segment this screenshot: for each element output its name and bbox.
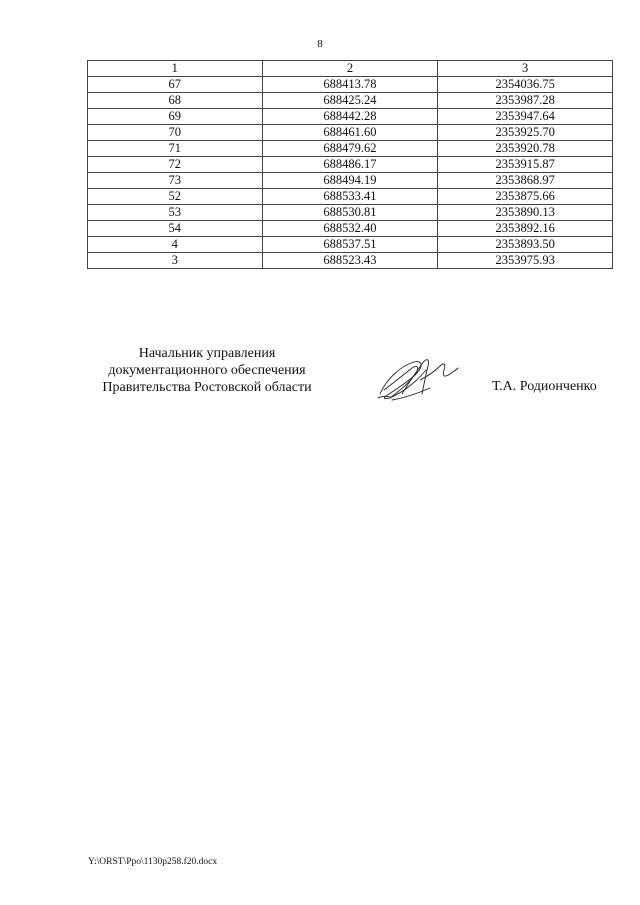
table-cell-col1: 70	[88, 125, 263, 141]
table-cell-col2: 688486.17	[262, 157, 438, 173]
page-number: 8	[317, 38, 323, 50]
table-header-row	[88, 61, 613, 77]
table-cell-col2: 688425.24	[262, 93, 438, 109]
table-cell-col3: 2354036.75	[438, 77, 613, 93]
table-row	[88, 141, 613, 157]
table-cell-col3: 2353893.50	[438, 237, 613, 253]
table-cell-col1: 54	[88, 221, 263, 237]
table-row	[88, 125, 613, 141]
table-cell-col1: 53	[88, 205, 263, 221]
table-cell-col3: 2353890.13	[438, 205, 613, 221]
header-cell-col2: 2	[262, 61, 438, 77]
table-cell-col2: 688413.78	[262, 77, 438, 93]
table-cell-col1: 69	[88, 109, 263, 125]
header-cell-col1: 1	[88, 61, 263, 77]
table-cell-col2: 688479.62	[262, 141, 438, 157]
table-row	[88, 93, 613, 109]
handwritten-signature	[372, 350, 460, 406]
table-cell-col1: 52	[88, 189, 263, 205]
table-cell-col2: 688461.60	[262, 125, 438, 141]
table-cell-col1: 73	[88, 173, 263, 189]
signatory-title-line: документационного обеспечения	[108, 363, 306, 378]
table-cell-col3: 2353892.16	[438, 221, 613, 237]
table-cell-col1: 67	[88, 77, 263, 93]
table-cell-col3: 2353947.64	[438, 109, 613, 125]
table-cell-col2: 688533.41	[262, 189, 438, 205]
signatory-title	[87, 345, 327, 396]
table-cell-col1: 4	[88, 237, 263, 253]
signatory-title-line: Правительства Ростовской области	[102, 380, 312, 395]
table-cell-col3: 2353975.93	[438, 253, 613, 269]
signatory-title-line: Начальник управления	[138, 346, 276, 361]
table-cell-col3: 2353915.87	[438, 157, 613, 173]
coordinates-table	[87, 60, 613, 269]
table-row	[88, 157, 613, 173]
table-row	[88, 77, 613, 93]
footer-file-path: Y:\ORST\Ppo\1130p258.f20.docx	[88, 857, 218, 867]
table-cell-col3: 2353875.66	[438, 189, 613, 205]
table-row	[88, 253, 613, 269]
table-cell-col2: 688532.40	[262, 221, 438, 237]
table-cell-col3: 2353920.78	[438, 141, 613, 157]
table-cell-col2: 688523.43	[262, 253, 438, 269]
table-cell-col2: 688530.81	[262, 205, 438, 221]
table-cell-col2: 688494.19	[262, 173, 438, 189]
signatory-name: Т.А. Родионченко	[492, 379, 597, 394]
table-row	[88, 205, 613, 221]
table-row	[88, 173, 613, 189]
table-row	[88, 237, 613, 253]
table-row	[88, 189, 613, 205]
table-row	[88, 221, 613, 237]
table-cell-col1: 3	[88, 253, 263, 269]
table-cell-col1: 71	[88, 141, 263, 157]
table-cell-col3: 2353868.97	[438, 173, 613, 189]
table-cell-col2: 688442.28	[262, 109, 438, 125]
table-cell-col3: 2353987.28	[438, 93, 613, 109]
table-row	[88, 109, 613, 125]
table-cell-col1: 72	[88, 157, 263, 173]
header-cell-col3: 3	[438, 61, 613, 77]
table-cell-col3: 2353925.70	[438, 125, 613, 141]
table-body	[88, 77, 613, 269]
table-cell-col2: 688537.51	[262, 237, 438, 253]
table-cell-col1: 68	[88, 93, 263, 109]
